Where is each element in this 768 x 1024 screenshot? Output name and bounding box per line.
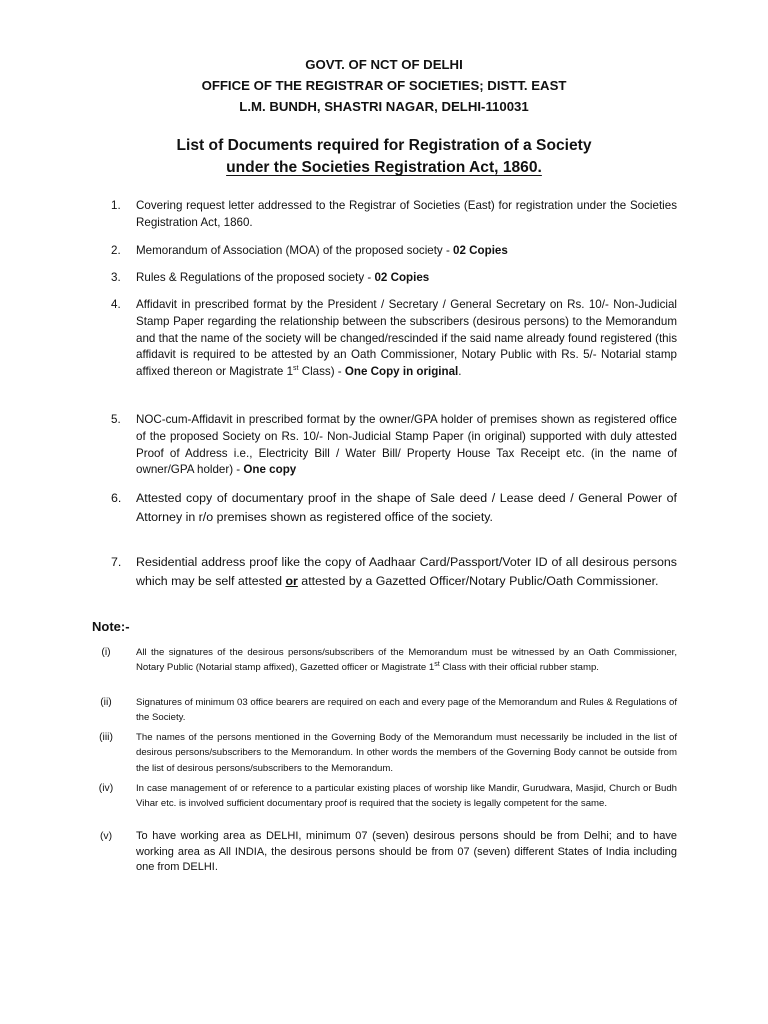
copies-count: One Copy in original [344, 365, 459, 379]
copies-count: One copy [243, 463, 297, 477]
list-item-number: 4. [111, 298, 121, 311]
list-item-text: Attested copy of documentary proof in the shape of Sale deed / Lease deed / General Power of Attorney in r/o premises shown as registered office of the society. [136, 491, 677, 524]
or-emphasis: or [285, 573, 298, 588]
list-item-number: 3. [111, 271, 121, 284]
note-number: (v) [99, 831, 113, 842]
note-heading: Note:- [92, 619, 130, 634]
note-number: (iv) [98, 783, 114, 794]
list-item-text: NOC-cum-Affidavit in prescribed format by the owner/GPA holder of premises shown as registered office of the proposed Society on Rs. 10/- Non-Judicial Stamp Paper (in original) supported with duly attested Proof of Address i.e., Electricity Bill / Water Bill/ Property House Tax Receipt etc. (in the name of owner/GPA holder) - One copy [136, 413, 677, 477]
list-item-text: Rules & Regulations of the proposed society - 02 Copies [136, 271, 430, 284]
list-item-number: 1. [111, 199, 121, 212]
list-item-number: 7. [111, 555, 122, 569]
document-title [0, 135, 768, 179]
list-item-number: 2. [111, 244, 121, 257]
note-text: All the signatures of the desirous persons/subscribers of the Memorandum must be witnessed by an Oath Commissioner, Notary Public (Notarial stamp affixed), Gazetted officer or Magistrate 1st Class with their official rubber stamp. [136, 647, 677, 674]
note-text: In case management of or reference to a particular existing places of worship like Mandir, Gurudwara, Masjid, Church or Budh Vihar etc. is involved sufficient documentary proof is required that the society is legally competent for the same. [136, 783, 677, 810]
copies-count: 02 Copies [453, 244, 508, 257]
list-item-number: 5. [111, 413, 121, 426]
note-text: To have working area as DELHI, minimum 07 (seven) desirous persons should be from Delhi; and to have working area as All INDIA, the desirous persons should be from 07 (seven) different States of India including one from DELHI. [136, 830, 677, 874]
title-line-2: under the Societies Registration Act, 1860. [226, 159, 542, 176]
list-item-text: Memorandum of Association (MOA) of the proposed society - 02 Copies [136, 244, 508, 257]
list-item-text: Residential address proof like the copy of Aadhaar Card/Passport/Voter ID of all desirous persons which may be self attested or attested by a Gazetted Officer/Notary Public/Oath Commissioner. [136, 555, 677, 588]
office-header [0, 54, 768, 117]
title-line-1: List of Documents required for Registration of a Society [176, 137, 592, 154]
list-item-number: 6. [111, 491, 122, 505]
header-address-line: L.M. BUNDH, SHASTRI NAGAR, DELHI-110031 [239, 99, 529, 114]
note-text: The names of the persons mentioned in the Governing Body of the Memorandum must necessarily be included in the list of desirous persons/subscribers to the Memorandum. In other words the members of the Governing Body cannot be outside from the list of desirous persons/subscribers to the Memorandum. [136, 732, 677, 774]
copies-count: 02 Copies [374, 271, 430, 284]
note-number: (i) [101, 647, 111, 658]
header-govt-line: GOVT. OF NCT OF DELHI [305, 57, 463, 72]
list-item-text: Covering request letter addressed to the Registrar of Societies (East) for registration under the Societies Registration Act, 1860. [136, 199, 677, 229]
header-office-line: OFFICE OF THE REGISTRAR OF SOCIETIES; DISTT. EAST [201, 78, 567, 93]
list-item-text: Affidavit in prescribed format by the President / Secretary / General Secretary on Rs. 10/- Non-Judicial Stamp Paper regarding the relationship between the subscribers (desirous persons) to the Memorandum and that the name of the society will be changed/rescinded if the said name already found registered (this affidavit is required to be attested by an Oath Commissioner, Notary Public with Rs. 5/- Notarial stamp affixed thereon or Magistrate 1st Class) - One Copy in original. [136, 298, 677, 379]
note-number: (iii) [99, 732, 113, 743]
note-number: (ii) [100, 697, 112, 708]
note-text: Signatures of minimum 03 office bearers are required on each and every page of the Memorandum and Rules & Regulations of the Society. [136, 697, 677, 724]
